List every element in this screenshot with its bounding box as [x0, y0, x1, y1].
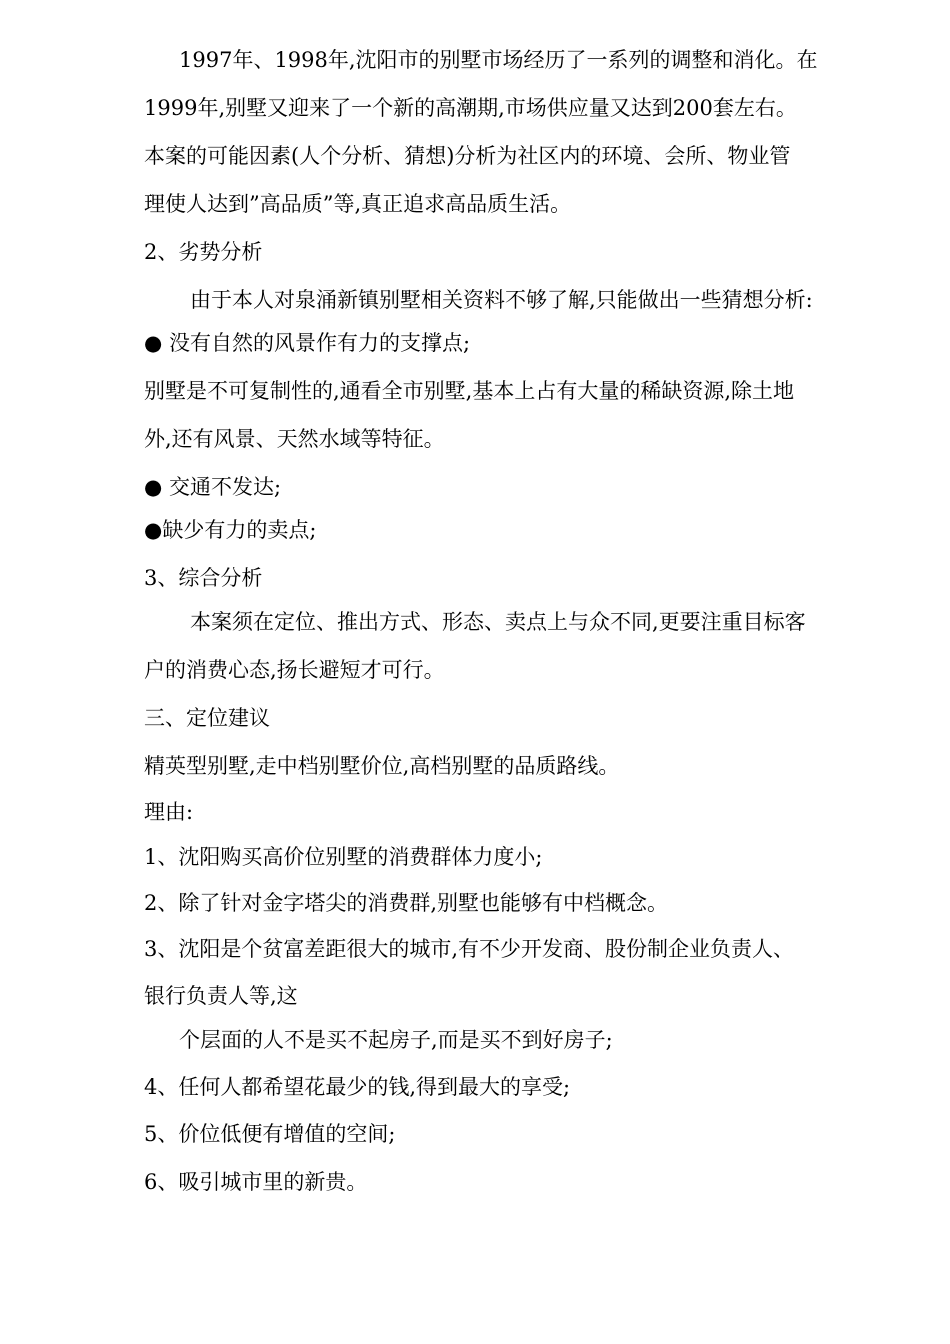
reasons-label: 理由:: [144, 800, 194, 824]
paragraph-line: 外,还有风景、天然水域等特征。: [144, 427, 445, 451]
section-heading-weakness: 2、劣势分析: [144, 240, 263, 264]
paragraph-line: 本案须在定位、推出方式、形态、卖点上与众不同,更要注重目标客: [190, 610, 806, 634]
reason-item-continuation: 银行负责人等,这: [144, 984, 298, 1008]
paragraph-line: 别墅是不可复制性的,通看全市别墅,基本上占有大量的稀缺资源,除土地: [144, 379, 795, 403]
reason-item: 6、吸引城市里的新贵。: [144, 1170, 368, 1194]
paragraph-line: 1997年、1998年,沈阳市的别墅市场经历了一系列的调整和消化。在: [179, 48, 818, 72]
reason-item: 5、价位低便有增值的空间;: [144, 1122, 396, 1146]
paragraph-line: 由于本人对泉涌新镇别墅相关资料不够了解,只能做出一些猜想分析:: [190, 288, 813, 312]
paragraph-line: 户的消费心态,扬长避短才可行。: [144, 658, 445, 682]
bullet-item: ● 交通不发达;: [144, 475, 282, 499]
bullet-item: ●缺少有力的卖点;: [144, 518, 317, 542]
bullet-item: ● 没有自然的风景作有力的支撑点;: [144, 331, 471, 355]
reason-item-continuation: 个层面的人不是买不起房子,而是买不到好房子;: [179, 1028, 613, 1052]
reason-item: 2、除了针对金字塔尖的消费群,别墅也能够有中档概念。: [144, 891, 669, 915]
positioning-statement: 精英型别墅,走中档别墅价位,高档别墅的品质路线。: [144, 754, 620, 778]
paragraph-line: 理使人达到”高品质”等,真正追求高品质生活。: [144, 192, 572, 216]
reason-item: 4、任何人都希望花最少的钱,得到最大的享受;: [144, 1075, 571, 1099]
reason-item: 1、沈阳购买高价位别墅的消费群体力度小;: [144, 845, 543, 869]
section-heading-positioning: 三、定位建议: [144, 706, 270, 730]
paragraph-line: 本案的可能因素(人个分析、猜想)分析为社区内的环境、会所、物业管: [144, 144, 791, 168]
paragraph-line: 1999年,别墅又迎来了一个新的高潮期,市场供应量又达到200套左右。: [144, 96, 797, 120]
reason-item: 3、沈阳是个贫富差距很大的城市,有不少开发商、股份制企业负责人、: [144, 937, 795, 961]
section-heading-synthesis: 3、综合分析: [144, 566, 263, 590]
